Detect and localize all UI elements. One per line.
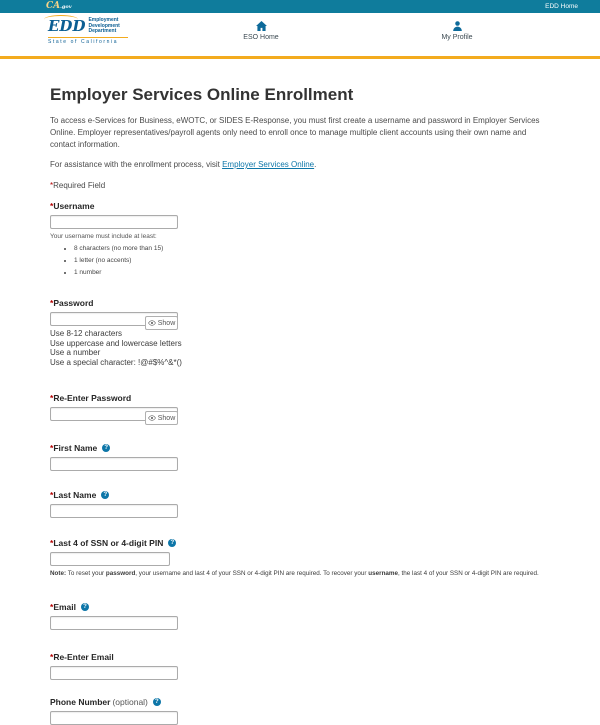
person-icon: [452, 21, 463, 31]
assistance-text: For assistance with the enrollment process, visit Employer Services Online.: [50, 160, 317, 169]
site-header: [0, 13, 600, 56]
phone-input[interactable]: [50, 711, 178, 725]
employer-services-online-link[interactable]: Employer Services Online: [222, 160, 315, 169]
last-name-label: * Last Name ?: [50, 490, 550, 500]
reenter-password-show-button[interactable]: Show: [145, 411, 178, 425]
password-rule: Use a special character: !@#$%^&*(): [50, 357, 182, 367]
utility-bar: [0, 0, 600, 13]
reenter-password-row: [50, 407, 178, 421]
reenter-password-label: * Re-Enter Password: [50, 393, 132, 403]
password-show-button[interactable]: Show: [145, 316, 178, 330]
username-label: * Username: [50, 201, 95, 211]
page-title: Employer Services Online Enrollment: [50, 85, 354, 104]
eye-icon: [148, 415, 156, 421]
gold-divider: [0, 56, 600, 59]
password-rule: Use a number: [50, 348, 101, 357]
username-input[interactable]: [50, 215, 178, 229]
eye-icon: [148, 320, 156, 326]
phone-label: Phone Number (optional) ?: [50, 697, 550, 707]
nav-my-profile-label: My Profile: [441, 34, 473, 41]
email-help-icon[interactable]: [81, 603, 89, 611]
edd-department-lines: Employment Development Department: [88, 17, 120, 34]
last-name-help-icon[interactable]: [101, 491, 109, 499]
ssn-pin-note: Note: To reset your password, your username and last 4 of your SSN or 4-digit PIN are required. To recover your username, the last 4 of your SSN or 4-digit PIN are required.: [50, 570, 539, 577]
ssn-pin-label: * Last 4 of SSN or 4-digit PIN ?: [50, 538, 550, 548]
username-requirement: • 8 characters (no more than 15): [74, 245, 550, 252]
reenter-email-input[interactable]: [50, 666, 178, 680]
cagov-logo[interactable]: CA.gov: [46, 1, 72, 11]
edd-home-link[interactable]: EDD Home: [545, 3, 578, 10]
nav-eso-home-label: ESO Home: [243, 34, 279, 41]
email-input[interactable]: [50, 616, 178, 630]
username-requirement: • 1 letter (no accents): [74, 257, 550, 264]
first-name-label: * First Name ?: [50, 443, 550, 453]
password-label: * Password: [50, 298, 94, 308]
reenter-email-label: * Re-Enter Email: [50, 652, 114, 662]
username-hint-title: Your username must include at least:: [50, 233, 157, 240]
required-field-note: *Required Field: [50, 181, 106, 190]
home-icon: [256, 21, 267, 31]
enrollment-form: [0, 85, 600, 725]
first-name-input[interactable]: [50, 457, 178, 471]
password-row: [50, 312, 178, 326]
username-requirement: • 1 number: [74, 269, 550, 276]
state-of-california-label: State of California: [48, 37, 128, 45]
password-rule: Use uppercase and lowercase letters: [50, 338, 182, 348]
phone-help-icon[interactable]: [153, 698, 161, 706]
last-name-input[interactable]: [50, 504, 178, 518]
password-rules: [50, 329, 550, 367]
email-label: * Email ?: [50, 602, 550, 612]
first-name-help-icon[interactable]: [102, 444, 110, 452]
ssn-pin-input[interactable]: [50, 552, 170, 566]
username-requirements-list: [50, 245, 550, 276]
ssn-pin-help-icon[interactable]: [168, 539, 176, 547]
edd-logo[interactable]: [48, 18, 128, 45]
nav-my-profile[interactable]: [422, 21, 492, 41]
edd-logo-text: EDD: [48, 16, 86, 35]
nav-eso-home[interactable]: [226, 21, 296, 41]
password-rule: Use 8-12 characters: [50, 329, 123, 338]
intro-text: To access e-Services for Business, eWOTC, or SIDES E-Response, you must first create a username and password in Employer Services Online. Employer representatives/payroll agents only need to enroll once to manage multiple client accounts using their own name and contact information.: [50, 116, 540, 149]
